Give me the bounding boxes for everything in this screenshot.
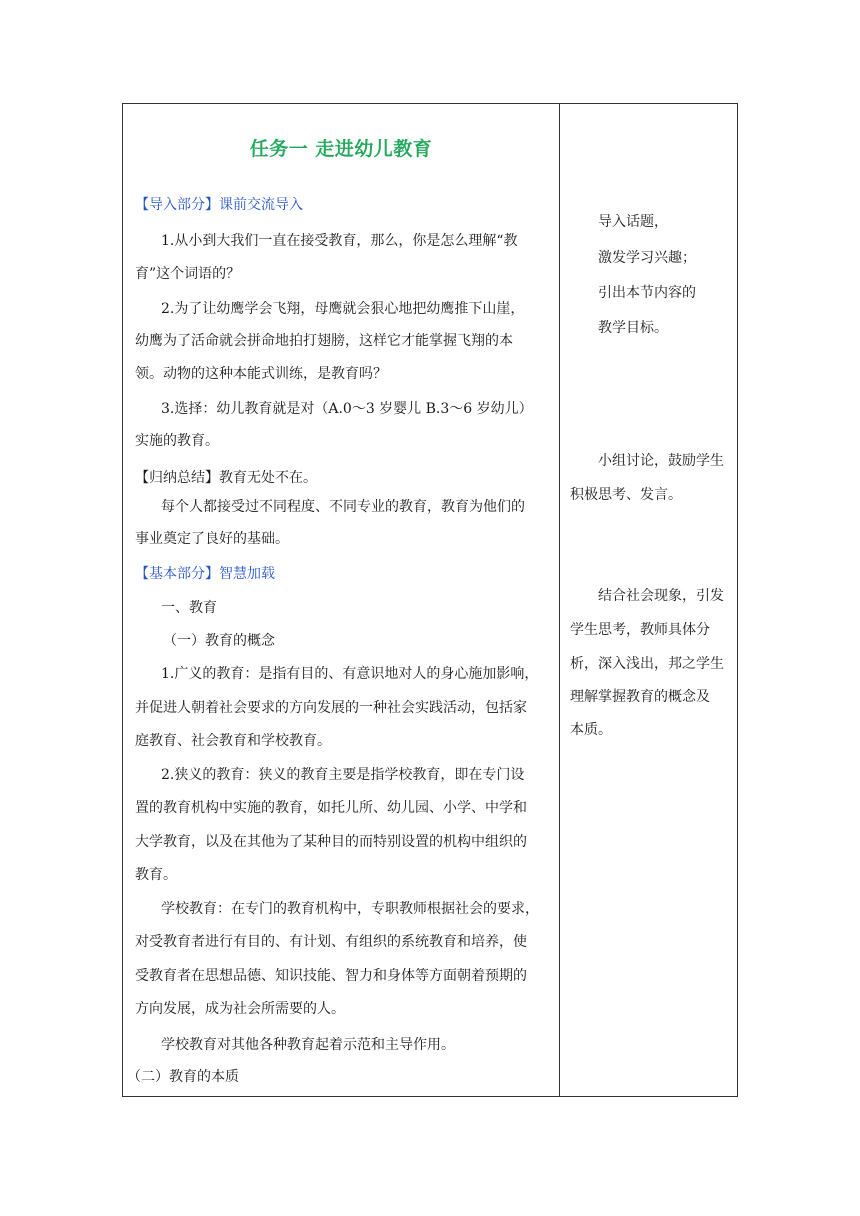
note-line: 引出本节内容的 [598, 285, 696, 301]
note-line: 本质。 [570, 722, 612, 738]
subheading: （一）教育的概念 [163, 633, 275, 649]
paragraph-line: 受教育者在思想品德、知识技能、智力和身体等方面朝着预期的 [135, 968, 527, 984]
paragraph-line: 方向发展，成为社会所需要的人。 [135, 1001, 345, 1017]
paragraph-line: 每个人都接受过不同程度、不同专业的教育，教育为他们的 [161, 499, 525, 515]
paragraph-line: 育”这个词语的？ [135, 266, 241, 282]
paragraph-line: 2.为了让幼鹰学会飞翔，母鹰就会狠心地把幼鹰推下山崖， [161, 301, 525, 317]
lesson-title: 任务一 走进幼儿教育 [249, 138, 433, 160]
paragraph-line: 1.从小到大我们一直在接受教育，那么，你是怎么理解“教 [161, 233, 518, 249]
paragraph-line: 教育。 [135, 867, 177, 883]
note-line: 导入话题， [598, 214, 668, 230]
note-line: 小组讨论，鼓励学生 [598, 453, 724, 469]
teaching-notes-column [560, 104, 737, 1096]
paragraph-line: 1.广义的教育：是指有目的、有意识地对人的身心施加影响， [161, 666, 539, 682]
paragraph-line: 领。动物的这种本能式训练，是教育吗？ [135, 366, 387, 382]
paragraph-line: 3.选择：幼儿教育就是对（A.0～3 岁婴儿 B.3～6 岁幼儿） [161, 401, 533, 417]
paragraph-line: 学校教育：在专门的教育机构中，专职教师根据社会的要求， [161, 901, 539, 917]
summary-heading: 【归纳总结】教育无处不在。 [135, 470, 317, 486]
note-line: 积极思考、发言。 [570, 487, 682, 503]
section-heading-basic: 【基本部分】智慧加载 [135, 566, 275, 582]
paragraph-line: 实施的教育。 [135, 433, 219, 449]
paragraph-line: 对受教育者进行有目的、有计划、有组织的系统教育和培养，使 [135, 934, 527, 950]
paragraph-line: 事业奠定了良好的基础。 [135, 531, 289, 547]
note-line: 学生思考，教师具体分 [570, 622, 710, 638]
paragraph-line: 置的教育机构中实施的教育，如托儿所、幼儿园、小学、中学和 [135, 800, 527, 816]
paragraph-line: 大学教育，以及在其他为了某种目的而特别设置的机构中组织的 [135, 834, 527, 850]
note-line: 教学目标。 [598, 320, 668, 336]
paragraph-line: 2.狭义的教育：狭义的教育主要是指学校教育，即在专门设 [161, 767, 525, 783]
paragraph-line: 庭教育、社会教育和学校教育。 [135, 733, 331, 749]
paragraph-line: 学校教育对其他各种教育起着示范和主导作用。 [161, 1037, 455, 1053]
note-line: 激发学习兴趣； [598, 250, 696, 266]
subheading: （二）教育的本质 [127, 1069, 239, 1085]
main-content-column [123, 104, 559, 1096]
section-heading-intro: 【导入部分】课前交流导入 [135, 197, 303, 213]
lesson-plan-table [122, 103, 738, 1097]
note-line: 结合社会现象，引发 [598, 588, 724, 604]
subheading: 一、教育 [161, 600, 217, 616]
paragraph-line: 幼鹰为了活命就会拼命地拍打翅膀，这样它才能掌握飞翔的本 [135, 333, 513, 349]
note-line: 理解掌握教育的概念及 [570, 689, 710, 705]
paragraph-line: 并促进人朝着社会要求的方向发展的一种社会实践活动，包括家 [135, 700, 527, 716]
note-line: 析，深入浅出，邦之学生 [570, 656, 724, 672]
